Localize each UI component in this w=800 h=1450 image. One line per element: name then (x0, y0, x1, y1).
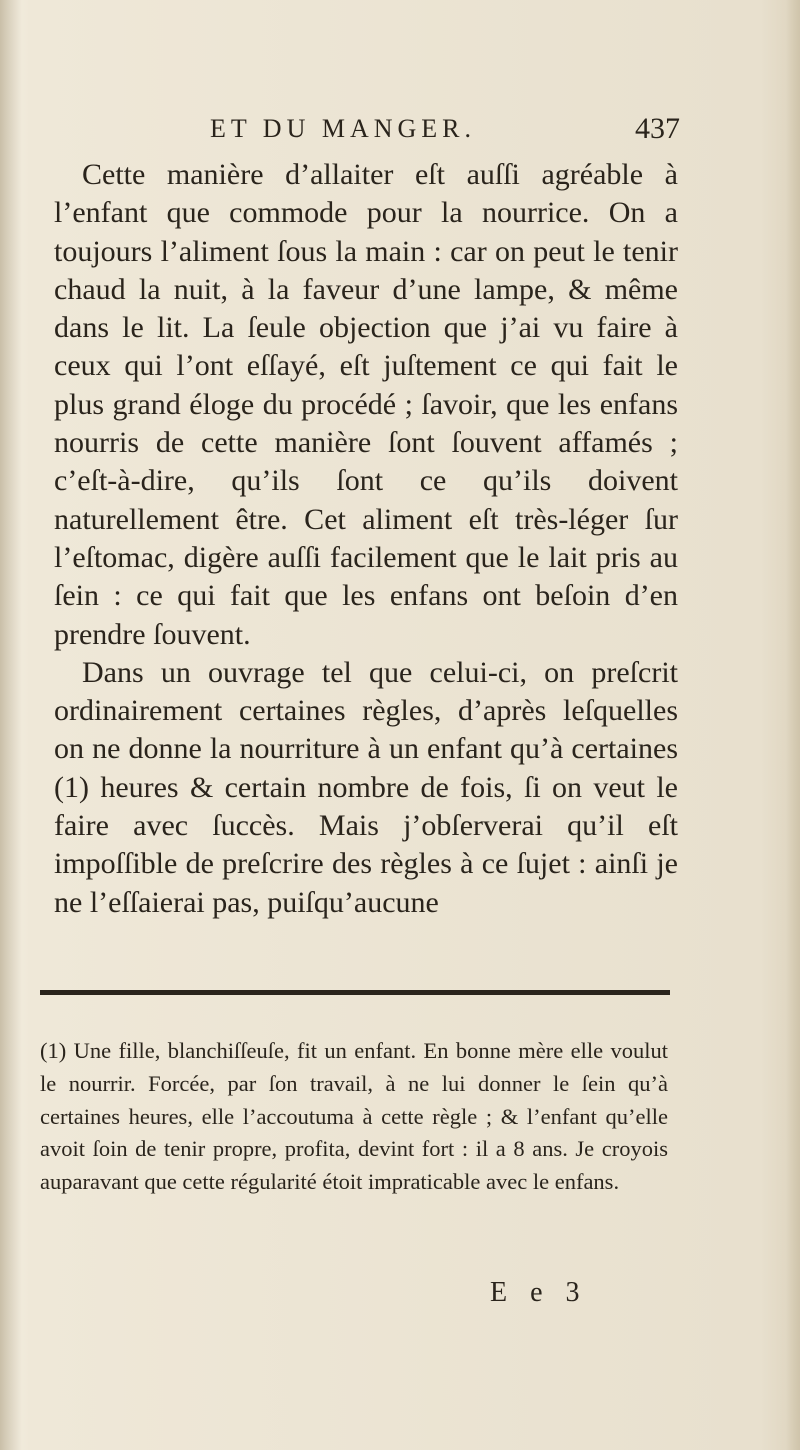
running-title: ET DU MANGER. (210, 114, 477, 143)
footnote-text: (1) Une fille, blanchiſſeuſe, fit un enfant. En bonne mère elle voulut le nourrir. Forcée, par ſon travail, à ne lui donner le ſein qu’à certaines heures, elle l’accoutuma à cette règle ; & l’enfant qu’elle avoit ſoin de tenir propre, profita, devint fort : il a 8 ans. Je croyois auparavant que cette régularité étoit impraticable avec le enfans. (40, 1038, 668, 1195)
paragraph: Dans un ouvrage tel que celui-ci, on preſcrit ordinairement certaines règles, d’après leſquelles on ne donne la nourriture à un enfant qu’à certaines (1) heures & certain nombre de fois, ſi on veut le faire avec ſuccès. Mais j’obſerverai qu’il eſt impoſſible de preſcrire des règles à ce ſujet : ainſi je ne l’eſſaierai pas, puiſqu’aucune (54, 655, 678, 919)
page-edge-shadow (786, 0, 800, 1450)
page-number: 437 (635, 112, 680, 145)
page-gutter-shadow (0, 0, 22, 1450)
signature-mark: E e 3 (490, 1277, 588, 1308)
footnote-rule (40, 990, 670, 995)
main-text (54, 156, 678, 922)
paragraph: Cette manière d’allaiter eſt auſſi agréable à l’enfant que commode pour la nourrice. On a toujours l’aliment ſous la main : car on peut le tenir chaud la nuit, à la faveur d’une lampe, & même dans le lit. La ſeule objection que j’ai vu faire à ceux qui l’ont eſſayé, eſt juſtement ce qui fait le plus grand éloge du procédé ; ſavoir, que les enfans nourris de cette manière ſont ſouvent affamés ; c’eſt-à-dire, qu’ils ſont ce qu’ils doivent naturellement être. Cet aliment eſt très-léger ſur l’eſtomac, digère auſſi facilement que le lait pris au ſein : ce qui fait que les enfans ont beſoin d’en prendre ſouvent. (54, 158, 678, 651)
running-head (210, 112, 680, 152)
footnote (40, 1035, 668, 1199)
